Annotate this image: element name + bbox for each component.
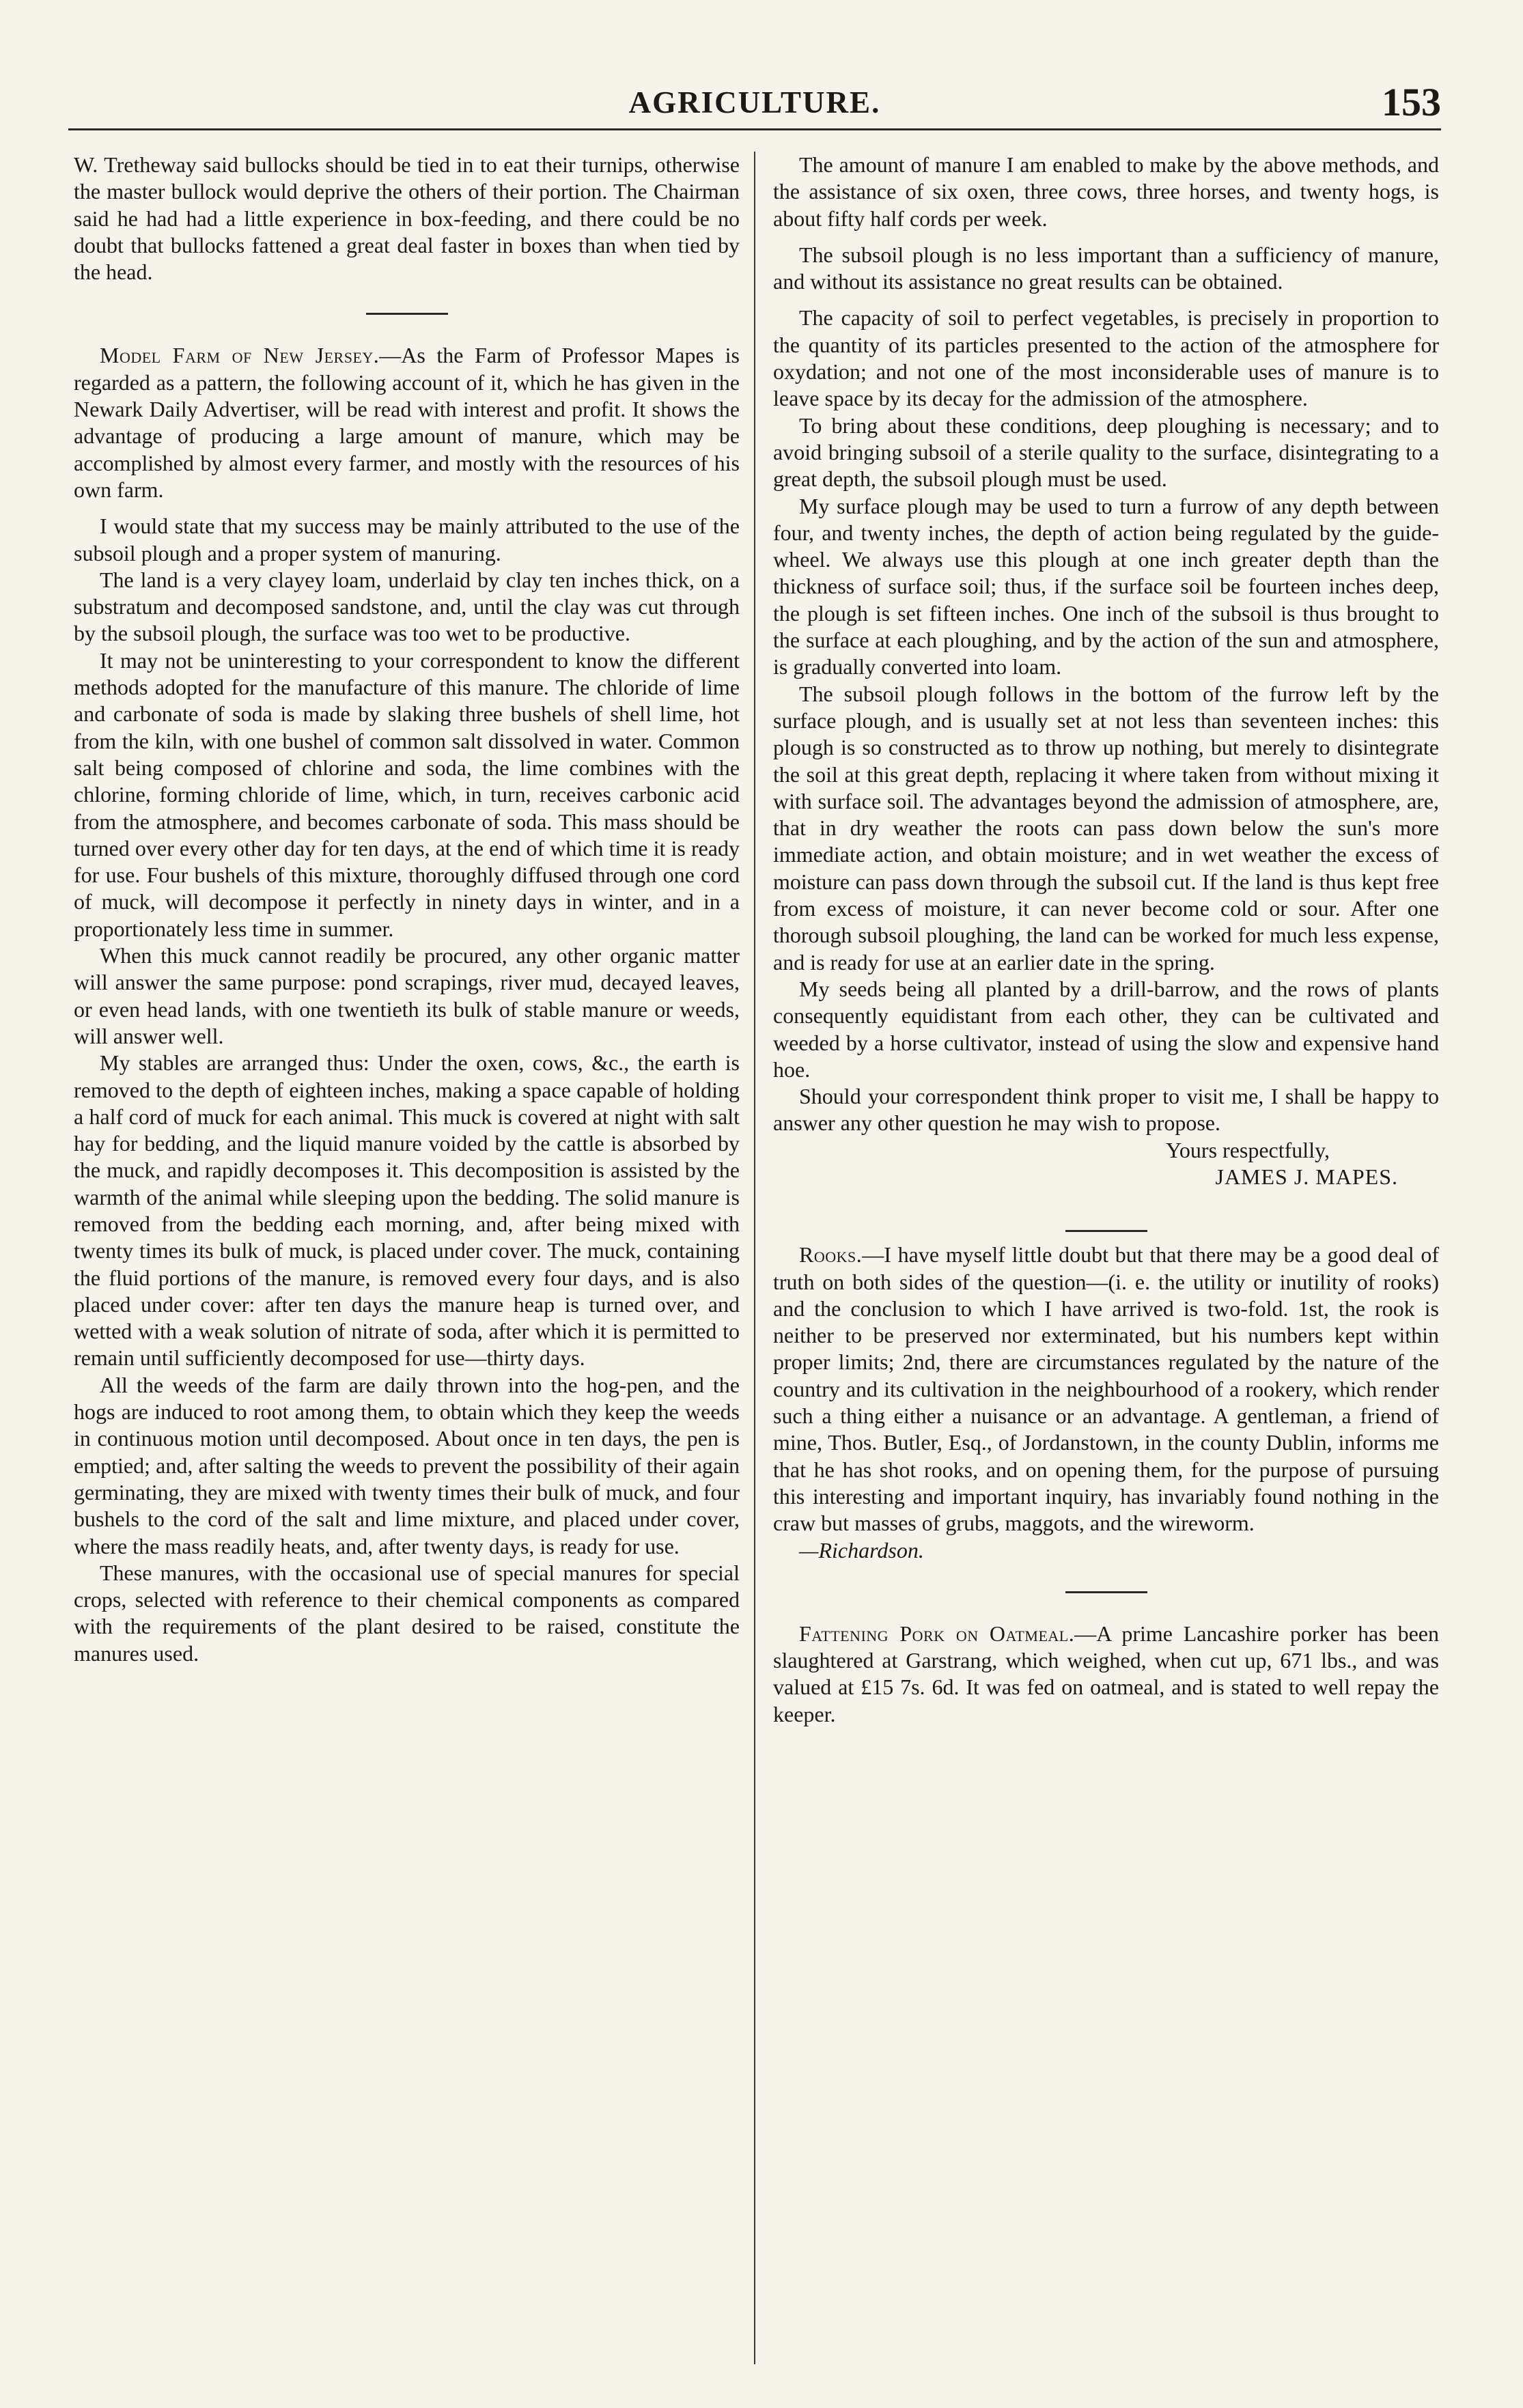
paragraph: The capacity of soil to perfect vegetables, is precisely in proportion to the quantity of its particles presented to the action of the atmosphere for oxydation; and not one of the most inconsiderable uses of manure is to leave space by its decay for the admission of the atmosphere.	[773, 305, 1439, 411]
paragraph: The amount of manure I am enabled to make by the above methods, and the assistance of six oxen, three cows, three horses, and twenty hogs, is about fifty half cords per week.	[773, 152, 1439, 231]
paragraph: The subsoil plough is no less important than a sufficiency of manure, and without its assistance no great results can be obtained.	[773, 242, 1439, 294]
article-paragraph	[773, 1242, 1439, 1537]
paragraph: The land is a very clayey loam, underlaid by clay ten inches thick, on a substratum and decomposed sandstone, and, until the clay was cut through by the subsoil plough, the surface was too wet to be productive.	[74, 567, 740, 646]
left-column	[74, 152, 740, 1667]
paragraph: My surface plough may be used to turn a furrow of any depth between four, and twenty inches, the depth of action being regulated by the guide-wheel. We always use this plough at one inch greater depth than the thickness of surface soil; thus, if the surface soil be fourteen inches deep, the plough is set fifteen inches. One inch of the subsoil is thus brought to the surface at each ploughing, and by the action of the sun and atmosphere, is gradually converted into loam.	[773, 493, 1439, 680]
paragraph: W. Tretheway said bullocks should be tied in to eat their turnips, otherwise the master bullock would deprive the others of their portion. The Chairman said he had had a little experience in box-feeding, and there could be no doubt that bullocks fattened a great deal faster in boxes than when tied by the head.	[74, 152, 740, 285]
paragraph: My stables are arranged thus: Under the oxen, cows, &c., the earth is removed to the depth of eighteen inches, making a space capable of holding a half cord of muck for each animal. This muck is covered at night with salt hay for bedding, and the liquid manure voided by the cattle is absorbed by the muck, and rapidly decomposes it. This decomposition is assisted by the warmth of the animal while sleeping upon the bedding. The solid manure is removed from the bedding each morning, and, after being mixed with twenty times its bulk of muck, is placed under cover. The muck, containing the fluid portions of the manure, is removed every four days, and is also placed under cover: after ten days the manure heap is turned over, and wetted with a weak solution of nitrate of soda, after which it is permitted to remain until sufficiently decomposed for use—thirty days.	[74, 1050, 740, 1371]
paragraph: To bring about these conditions, deep ploughing is necessary; and to avoid bringing subsoil of a sterile quality to the surface, disintegrating to a great depth, the subsoil plough must be used.	[773, 412, 1439, 492]
article-title-rooks: Rooks.	[799, 1242, 863, 1268]
paragraph: It may not be uninteresting to your correspondent to know the different methods adopted for the manufacture of this manure. The chloride of lime and carbonate of soda is made by slaking three bushels of shell lime, hot from the kiln, with one bushel of common salt dissolved in water. Common salt being composed of chlorine and soda, the lime combines with the chlorine, forming chloride of lime, which, in turn, receives carbonic acid from the atmosphere, and becomes carbonate of soda. This mass should be turned over every other day for ten days, at the end of which time it is ready for use. Four bushels of this mixture, thoroughly diffused through one cord of muck, will decompose it perfectly in ninety days in winter, and in a proportionately less time in summer.	[74, 647, 740, 941]
article-paragraph	[74, 342, 740, 503]
article-body: —A prime Lancashire porker has been slaughtered at Garstrang, which weighed, when cut up, 671 lbs., and was valued at £15 7s. 6d. It was fed on oatmeal, and is stated to well repay the keeper.	[773, 1621, 1439, 1726]
article-title-model-farm: Model Farm of New Jersey.	[100, 343, 380, 368]
article-body: —I have myself little doubt but that there may be a good deal of truth on both sides of the question—(i. e. the utility or inutility of rooks) and the conclusion to which I have arrived is two-fold. 1st, the rook is neither to be preserved nor exterminated, but his numbers kept within proper limits; 2nd, there are circumstances regulated by the nature of the country and its cultivation in the neighbourhood of a rookery, which render such a thing either a nuisance or an advantage. A gentleman, a friend of mine, Thos. Butler, Esq., of Jordanstown, in the county Dublin, informs me that he has shot rooks, and on opening them, for the purpose of pursuing this interesting and important inquiry, has invariably found nothing in the craw but masses of grubs, maggots, and the wireworm.	[773, 1242, 1439, 1536]
page-number: 153	[1382, 80, 1441, 124]
page-header	[68, 75, 1441, 130]
paragraph: I would state that my success may be mainly attributed to the use of the subsoil plough and a proper system of manuring.	[74, 514, 740, 565]
sign-off: Yours respectfully,	[1166, 1137, 1330, 1162]
running-head: AGRICULTURE.	[628, 85, 881, 120]
paragraph: All the weeds of the farm are daily thrown into the hog-pen, and the hogs are induced to root among them, to obtain which they keep the weeds in continuous motion until decomposed. About once in ten days, the pen is emptied; and, after salting the weeds to prevent the possibility of their again germinating, they are mixed with twenty times their bulk of muck, and four bushels to the cord of the salt and lime mixture, and placed under cover, where the mass readily heats, and, after twenty days, is ready for use.	[74, 1372, 740, 1558]
article-paragraph	[773, 1621, 1439, 1728]
signature: JAMES J. MAPES.	[1215, 1164, 1398, 1189]
article-source: —Richardson.	[799, 1537, 924, 1563]
article-lead: —As the Farm of Professor Mapes is regarded as a pattern, the following account of it, which he has given in the Newark Daily Advertiser, will be read with interest and profit. It shows the advantage of producing a large amount of manure, which may be accomplished by almost every farmer, and mostly with the resources of his own farm.	[74, 343, 740, 502]
right-column	[773, 152, 1439, 1728]
column-divider	[754, 152, 755, 2364]
paragraph: These manures, with the occasional use of special manures for special crops, selected with reference to their chemical components as compared with the requirements of the plant desired to be raised, constitute the manures used.	[74, 1560, 740, 1666]
article-title-pork: Fattening Pork on Oatmeal.	[799, 1621, 1075, 1646]
paragraph: When this muck cannot readily be procured, any other organic matter will answer the same purpose: pond scrapings, river mud, decayed leaves, or even head lands, with one twentieth its bulk of stable manure or weeds, will answer well.	[74, 943, 740, 1048]
paragraph: The subsoil plough follows in the bottom of the furrow left by the surface plough, and is usually set at not less than seventeen inches: this plough is so constructed as to throw up nothing, but merely to disintegrate the soil at this great depth, replacing it where taken from without mixing it with surface soil. The advantages beyond the admission of atmosphere, are, that in dry weather the roots can pass down below the sun's more immediate action, and obtain moisture; and in wet weather the excess of moisture can pass down through the subsoil cut. If the land is thus kept free from excess of moisture, it can never become cold or sour. After one thorough subsoil ploughing, the land can be worked for much less expense, and is ready for use at an earlier date in the spring.	[773, 681, 1439, 975]
paragraph: Should your correspondent think proper to visit me, I shall be happy to answer any other question he may wish to propose.	[773, 1084, 1439, 1136]
header-rule	[68, 128, 1441, 130]
paragraph: My seeds being all planted by a drill-barrow, and the rows of plants consequently equidistant from each other, they can be cultivated and weeded by a horse cultivator, instead of using the slow and expensive hand hoe.	[773, 976, 1439, 1082]
